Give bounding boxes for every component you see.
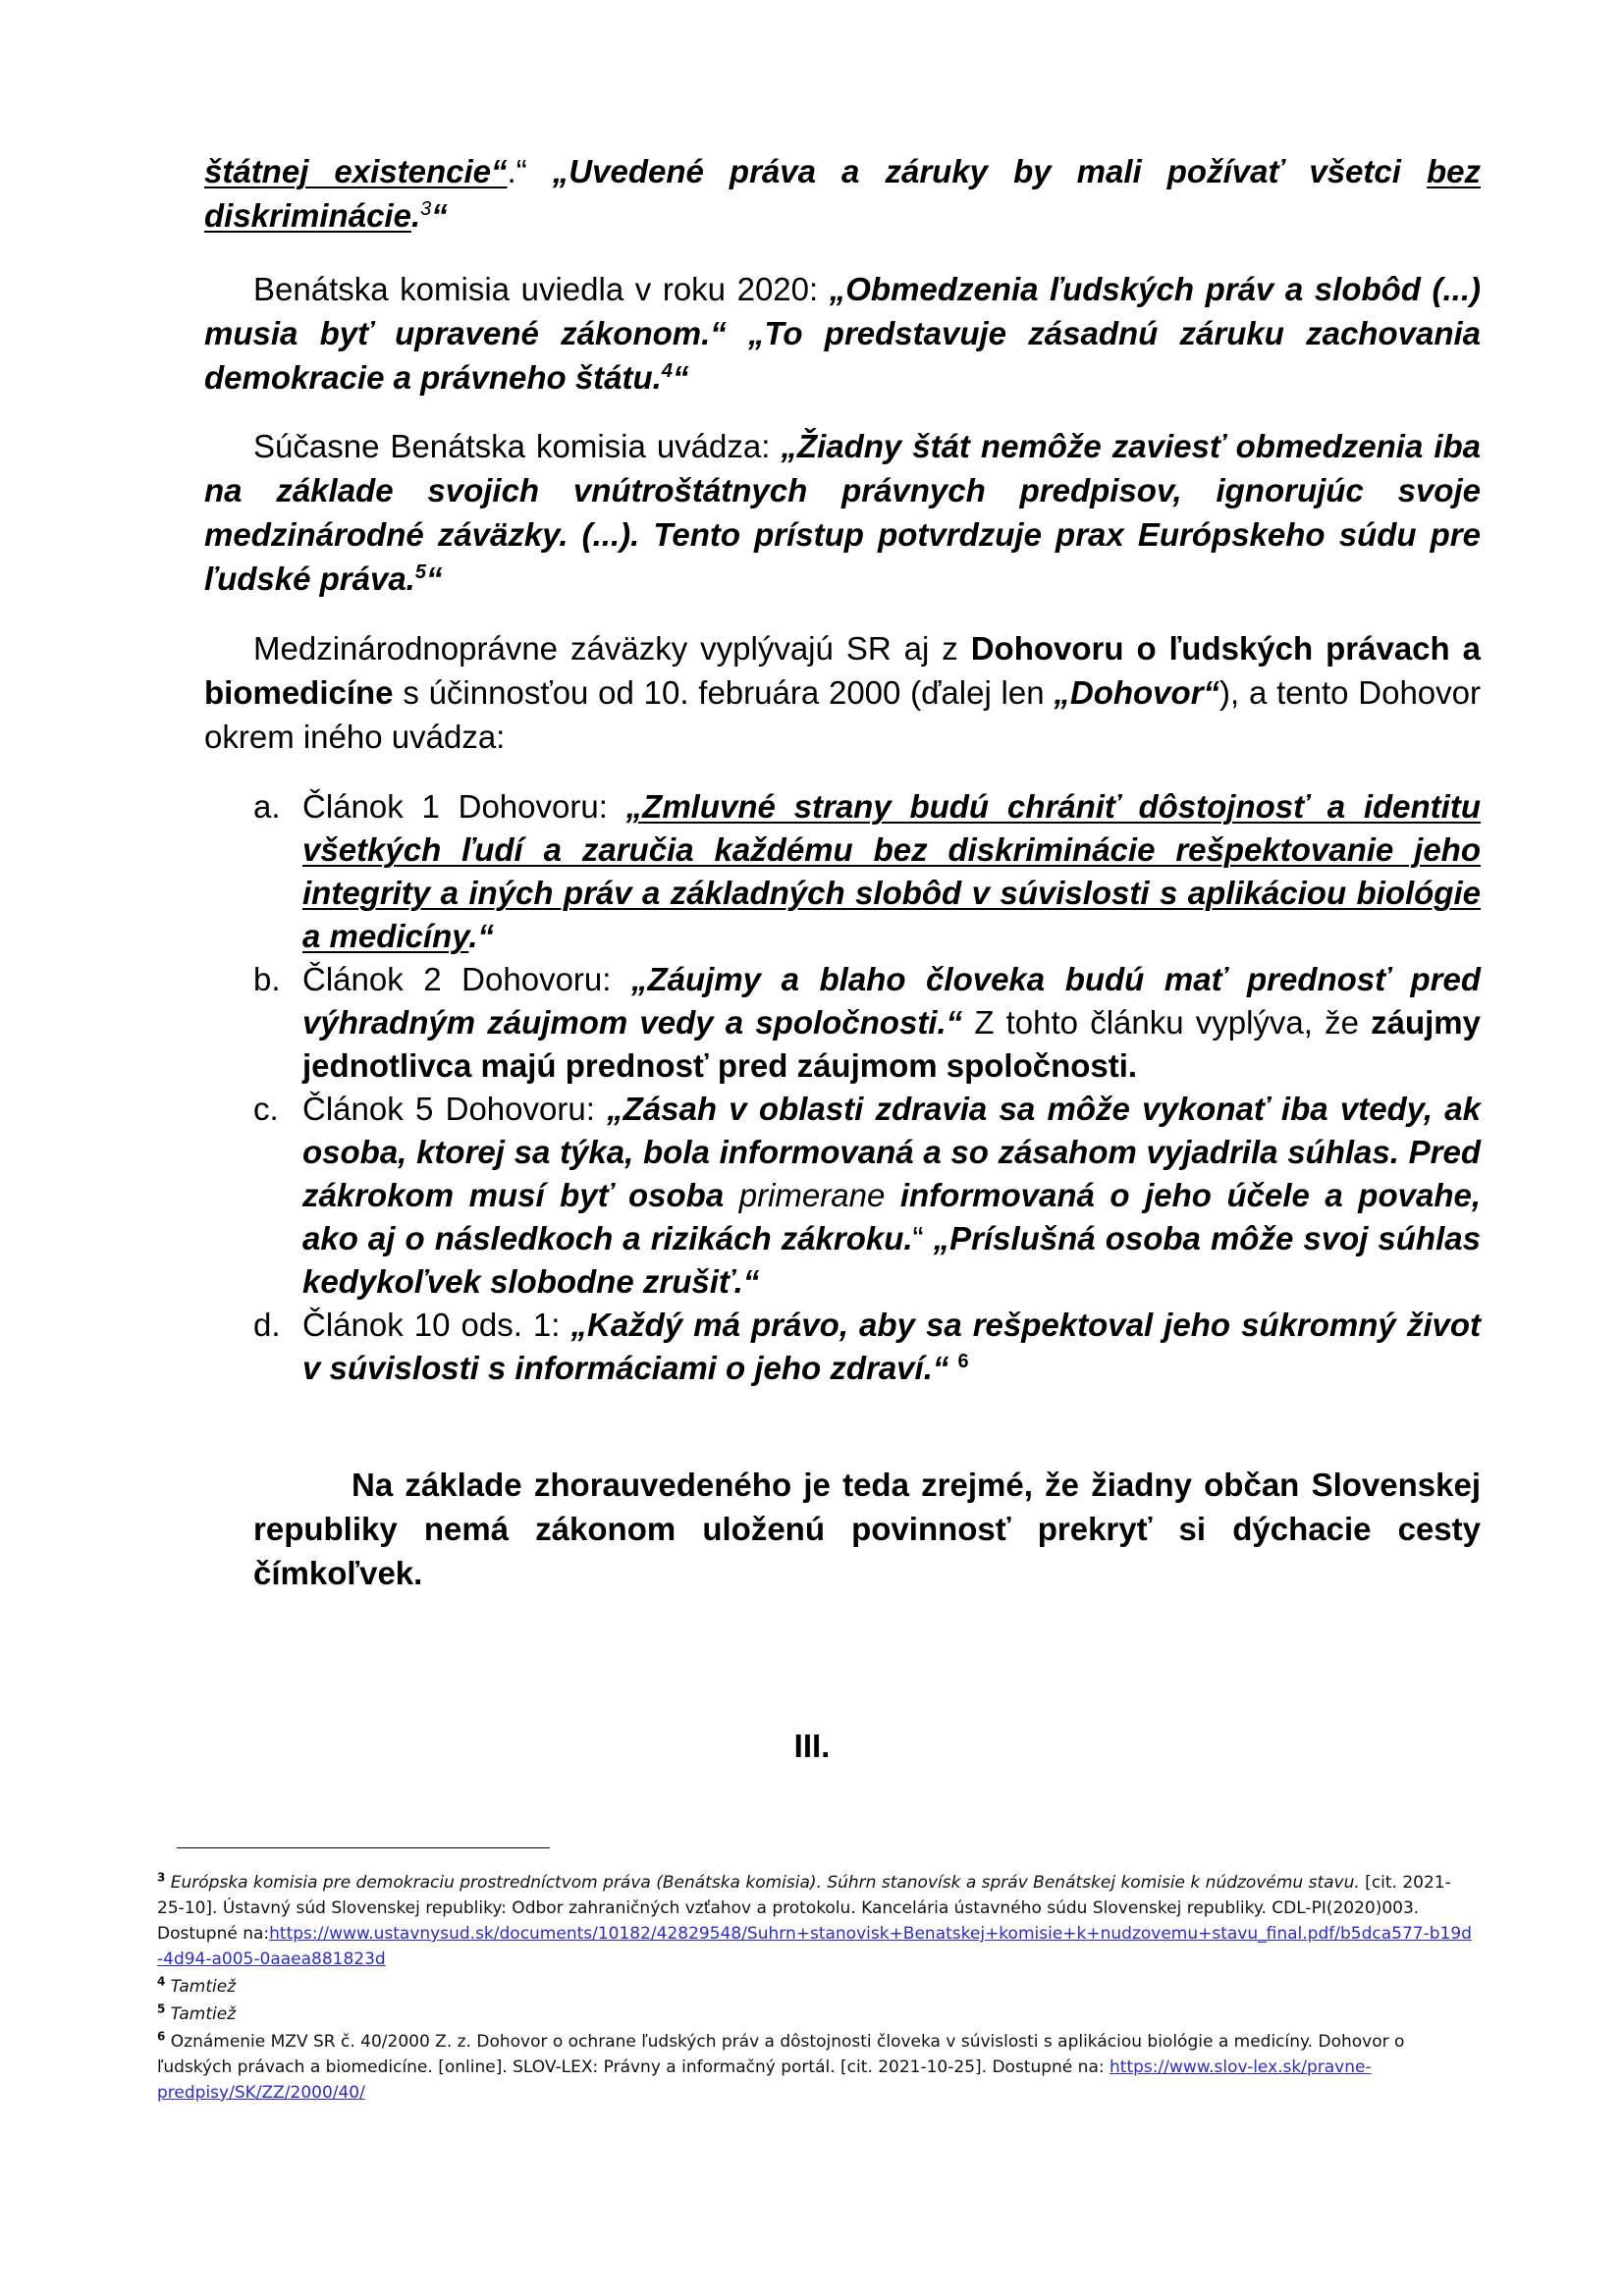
- text-fragment: .“: [507, 153, 553, 189]
- convention-name: Dohovoru o ľudských právach a biomedicíne: [204, 630, 1481, 711]
- text-fragment: Článok 2 Dohovoru:: [302, 961, 631, 997]
- footnote-source-title: Európska komisia pre demokraciu prostredníctvom práva (Benátska komisia). Súhrn stanovísk a správ Benátskej komisie k núdzovému stavu.: [170, 1873, 1360, 1893]
- text-fragment: Článok 10 ods. 1:: [302, 1307, 571, 1343]
- quote-fragment: informovaná o jeho účele a povahe, ako aj o následkoch a rizikách zákroku.: [302, 1177, 1481, 1256]
- footnote-number: 5: [157, 2002, 166, 2016]
- quote-fragment: štátnej existencie“: [204, 153, 508, 189]
- list-item-b: [253, 958, 1481, 1088]
- footnote-ref[interactable]: 4: [661, 360, 673, 382]
- list-item-a: [253, 785, 1481, 958]
- footnote-ref[interactable]: 3: [420, 198, 432, 220]
- quote-fragment: „Zásah v oblasti zdravia sa môže vykonať iba vtedy, ak osoba, ktorej sa týka, bola informovaná a so zásahom vyjadrila súhlas. Pred zákrokom musí byť osoba: [302, 1091, 1481, 1213]
- article-list: [253, 785, 1481, 1390]
- quote-fragment: “: [425, 561, 443, 597]
- footnote-3: [157, 1870, 1478, 1972]
- footnote-ref[interactable]: 6: [957, 1351, 969, 1372]
- footnote-text: [cit. 2021-25-10]. Ústavný súd Slovenskej republiky: Odbor zahraničných vzťahov a protokolu. Kancelária ústavného súdu Slovenskej republiky. CDL-PI(2020)003. Dostupné na:: [157, 1873, 1451, 1944]
- list-marker: d.: [253, 1307, 281, 1343]
- quote-fragment: „Žiadny štát nemôže zaviesť obmedzenia iba na základe svojich vnútroštátnych právnych predpisov, ignorujúc svoje medzinárodné záväzky. (...). Tento prístup potvrdzuje prax Európskeho súdu pre ľudské práva.: [204, 428, 1481, 597]
- quote-fragment: primerane: [738, 1177, 886, 1213]
- footnote-text: Tamtiež: [170, 2004, 237, 2024]
- footnotes: [157, 1870, 1478, 2108]
- quote-fragment: „Uvedené práva a záruky by mali požívať všetci: [552, 153, 1427, 189]
- list-item-c: [253, 1088, 1481, 1304]
- list-marker: c.: [253, 1091, 279, 1127]
- text-fragment: Článok 1 Dohovoru:: [302, 788, 626, 825]
- paragraph-venice-current: [204, 424, 1481, 601]
- quote-fragment: bez diskriminácie: [204, 153, 1481, 234]
- defined-term: „Dohovor“: [1054, 674, 1220, 711]
- quote-fragment: „Záujmy a blaho človeka budú mať prednosť pred výhradným záujmom vedy a spoločnosti.“: [302, 961, 1481, 1041]
- quote-fragment: .: [410, 197, 421, 234]
- paragraph-venice-2020: [204, 267, 1481, 400]
- footnote-number: 6: [157, 2029, 166, 2044]
- quote-fragment: „Obmedzenia ľudských práv a slobôd (...) musia byť upravené zákonom.“ „To predstavuje zásadnú záruku zachovania demokracie a právneho štátu.: [204, 271, 1482, 396]
- footnote-separator: [177, 1847, 550, 1848]
- text-fragment: Medzinárodnoprávne záväzky vyplývajú SR aj z: [253, 630, 971, 667]
- footnote-ref[interactable]: 5: [414, 561, 426, 583]
- list-item-d: [253, 1304, 1481, 1390]
- footnote-text: Oznámenie MZV SR č. 40/2000 Z. z. Dohovor o ochrane ľudských práv a dôstojnosti človeka v súvislosti s aplikáciou biológie a medicíny. Dohovor o ľudských právach a biomedicíne. [online]. SLOV-LEX: Právny a informačný portál. [cit. 2021-10-25]. Dostupné na:: [157, 2032, 1405, 2077]
- quote-fragment: “: [672, 359, 689, 396]
- text-fragment: Z tohto článku vyplýva, že: [962, 1004, 1372, 1041]
- footnote-link[interactable]: https://www.slov-lex.sk/pravne-predpisy/SK/ZZ/2000/40/: [157, 2057, 1372, 2103]
- quote-fragment: „Každý má právo, aby sa rešpektoval jeho súkromný život v súvislosti s informáciami o jeho zdraví.“: [302, 1307, 1481, 1386]
- footnote-text: Tamtiež: [170, 1977, 237, 1997]
- quote-fragment: “: [431, 197, 448, 234]
- quote-fragment: .“: [468, 918, 495, 954]
- footnote-5: [157, 2002, 1478, 2027]
- text-fragment: Súčasne Benátska komisia uvádza:: [253, 428, 782, 464]
- quote-fragment: „Príslušná osoba môže svoj súhlas kedykoľvek slobodne zrušiť.“: [302, 1220, 1481, 1300]
- section-heading: III.: [793, 1728, 831, 1764]
- footnote-6: [157, 2029, 1478, 2106]
- list-marker: a.: [253, 788, 281, 825]
- paragraph-international-obligations: [204, 626, 1481, 759]
- text-fragment: s účinnosťou od 10. februára 2000 (ďalej len: [393, 674, 1055, 711]
- text-fragment: Benátska komisia uviedla v roku 2020:: [253, 271, 830, 307]
- conclusion-paragraph: Na základe zhorauvedeného je teda zrejmé, že žiadny občan Slovenskej republiky nemá zákonom uloženú povinnosť prekryť si dýchacie cesty čímkoľvek.: [253, 1467, 1481, 1591]
- emphasis-fragment: záujmy jednotlivca majú prednosť pred záujmom spoločnosti.: [302, 1004, 1481, 1084]
- footnote-number: 3: [157, 1870, 166, 1885]
- footnote-4: [157, 1974, 1478, 2000]
- footnote-number: 4: [157, 1974, 166, 1989]
- text-fragment: “: [912, 1220, 934, 1256]
- quote-fragment: „Zmluvné strany budú chrániť dôstojnosť a identitu všetkých ľudí a zaručia každému bez diskriminácie rešpektovanie jeho integrity a iných práv a základných slobôd v súvislosti s aplikáciou biológie a medicíny: [302, 788, 1481, 954]
- text-fragment: Článok 5 Dohovoru:: [302, 1091, 608, 1127]
- text-fragment: ), a tento Dohovor okrem iného uvádza:: [204, 674, 1481, 755]
- paragraph-intro: [204, 149, 1481, 238]
- footnote-link[interactable]: https://www.ustavnysud.sk/documents/10182/42829548/Suhrn+stanovisk+Benatskej+komisie+k+nudzovemu+stavu_final.pdf/b5dca577-b19d-4d94-a005-0aaea881823d: [157, 1924, 1472, 1969]
- list-marker: b.: [253, 961, 281, 997]
